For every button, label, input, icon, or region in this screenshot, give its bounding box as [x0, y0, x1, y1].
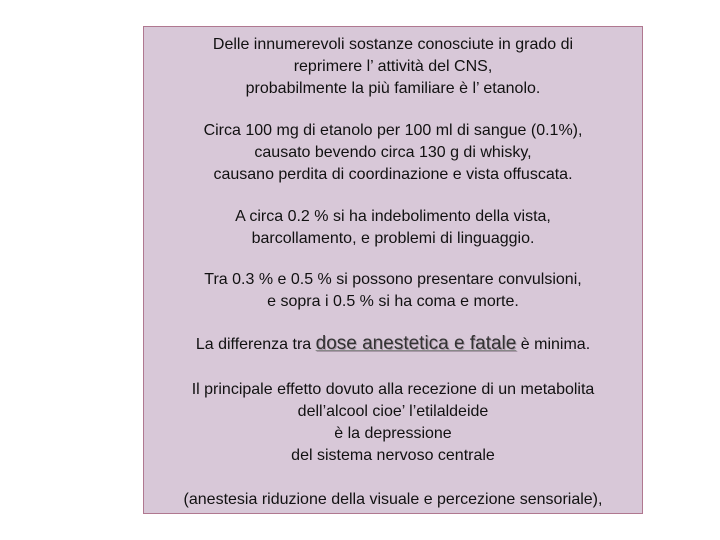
- text-line: Circa 100 mg di etanolo per 100 ml di sangue (0.1%),: [203, 122, 583, 139]
- paragraph-blood-level-03-05: [144, 269, 642, 313]
- text-line: A circa 0.2 % si ha indebolimento della vista,: [235, 208, 551, 225]
- text-line: Delle innumerevoli sostanze conosciute in grado di: [212, 36, 574, 53]
- text-line: causato bevendo circa 130 g di whisky,: [254, 144, 532, 161]
- text-line: Il principale effetto dovuto alla recezione di un metabolita: [191, 381, 595, 398]
- text-panel: [143, 26, 643, 514]
- dose-text-before: La differenza tra: [195, 336, 316, 353]
- text-line: e sopra i 0.5 % si ha coma e morte.: [267, 293, 519, 310]
- text-line: (anestesia riduzione della visuale e percezione sensoriale),: [183, 491, 603, 508]
- text-line: reprimere l’ attività del CNS,: [293, 58, 493, 75]
- paragraph-cns-intro: [144, 34, 642, 100]
- dose-text-after: è minima.: [516, 336, 591, 353]
- paragraph-main-effect: [144, 379, 642, 467]
- text-line: è la depressione: [334, 425, 452, 442]
- text-line: probabilmente la più familiare è l’ etanolo.: [245, 80, 541, 97]
- text-line: barcollamento, e problemi di linguaggio.: [251, 230, 535, 247]
- text-line: Tra 0.3 % e 0.5 % si possono presentare convulsioni,: [204, 271, 582, 288]
- paragraph-blood-level-01: [144, 120, 642, 186]
- paragraph-blood-level-02: [144, 206, 642, 250]
- paragraph-anesthesia: [144, 489, 642, 511]
- paragraph-dose-difference: [144, 333, 642, 356]
- text-line: del sistema nervoso centrale: [291, 447, 495, 464]
- text-line: causano perdita di coordinazione e vista offuscata.: [213, 166, 573, 183]
- dose-emphasis: dose anestetica e fatale: [315, 333, 517, 354]
- text-line: [144, 333, 642, 356]
- text-line: dell’alcool cioe’ l’etilaldeide: [297, 403, 489, 420]
